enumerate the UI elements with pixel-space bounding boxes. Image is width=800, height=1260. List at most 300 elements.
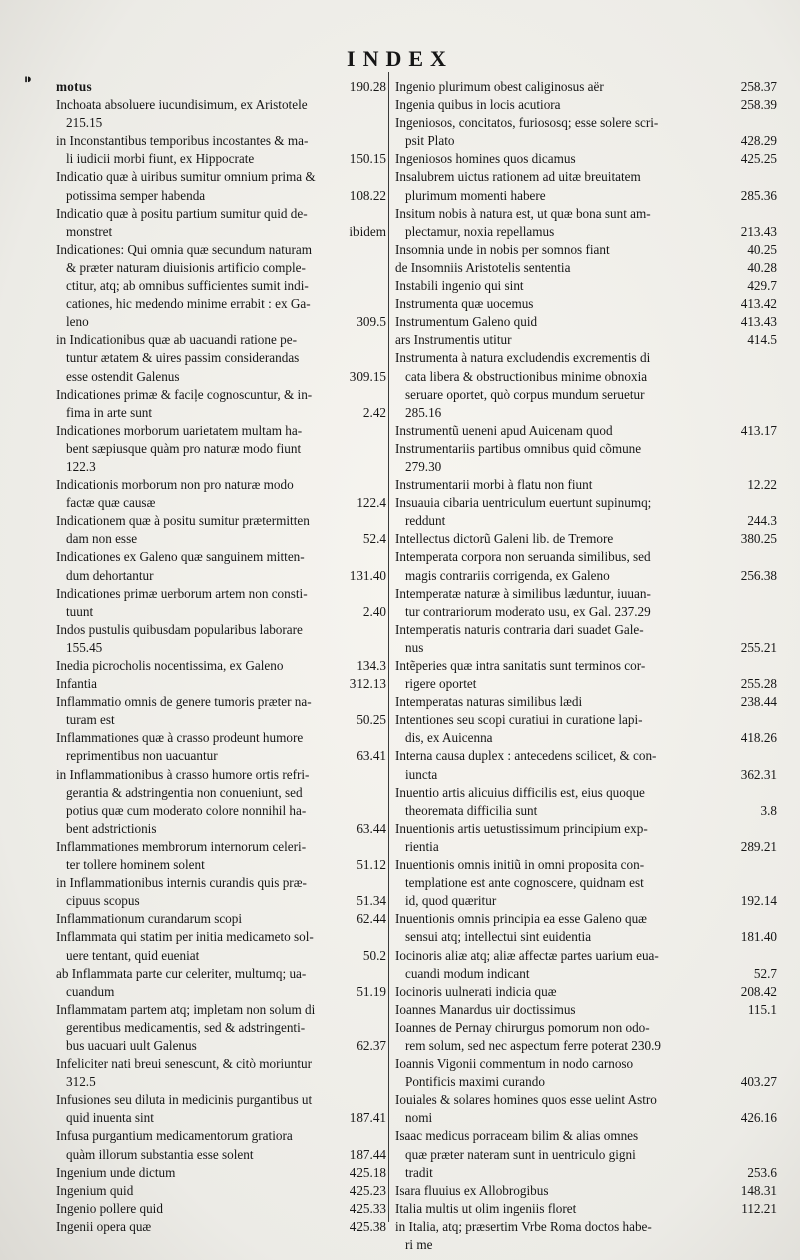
index-entry (56, 965, 386, 1001)
entry-text: 155.45 (66, 639, 103, 655)
entry-page-ref: 122.4 (356, 495, 386, 511)
entry-text: id, quod quæritur (405, 893, 497, 909)
entry-line (56, 114, 386, 132)
entry-line (395, 386, 777, 404)
index-entry (395, 78, 777, 96)
entry-text: Indicatio quæ à uiribus sumitur omnium prima & (56, 169, 316, 185)
entry-page-ref: 51.19 (356, 983, 386, 999)
entry-page-ref: 425.23 (349, 1182, 386, 1198)
entry-text: Instrumentum Galeno quid (395, 314, 538, 330)
entry-line (395, 1200, 777, 1218)
entry-page-ref: 413.42 (740, 296, 777, 312)
index-entry (56, 205, 386, 241)
entry-line (56, 928, 386, 946)
entry-text: Intellectus dictorũ Galeni lib. de Tremore (395, 531, 614, 547)
entry-text: plurimum momenti habere (405, 187, 546, 203)
entry-text: 215.15 (66, 115, 103, 131)
entry-line (56, 947, 386, 965)
entry-line (395, 711, 777, 729)
index-entry (56, 621, 386, 657)
entry-text: Intentiones seu scopi curatiui in curatione lapi- (395, 712, 643, 728)
entry-text: Intẽperies quæ intra sanitatis sunt terminos cor- (395, 658, 646, 673)
entry-line (395, 368, 777, 386)
entry-text: Indicationes ex Galeno quæ sanguinem mitten- (56, 549, 305, 565)
entry-page-ref: 255.21 (740, 639, 777, 655)
entry-text: Iocinoris aliæ atq; aliæ affectæ partes uarium eua- (395, 947, 659, 963)
entry-line (395, 838, 777, 856)
entry-line (395, 150, 777, 168)
entry-line (395, 205, 777, 223)
index-entry (395, 96, 777, 114)
entry-line (395, 675, 777, 693)
entry-text: Inflammata qui statim per initia medicameto sol- (56, 929, 314, 945)
entry-text: Inuentionis artis uetustissimum principium exp- (395, 820, 648, 836)
index-entry (56, 766, 386, 838)
entry-text: tuntur ætatem & uires passim considerandas (66, 350, 300, 366)
entry-line (56, 404, 386, 422)
entry-text: rientia (405, 838, 439, 854)
entry-line (395, 331, 777, 349)
entry-line (395, 947, 777, 965)
entry-page-ref: 2.40 (362, 603, 386, 619)
index-entry (56, 910, 386, 928)
entry-line (56, 802, 386, 820)
entry-text: 279.30 (405, 458, 442, 474)
index-entry (395, 440, 777, 476)
entry-text: uere tentant, quid eueniat (66, 947, 200, 963)
entry-page-ref: 12.22 (747, 477, 777, 493)
entry-line (56, 983, 386, 1001)
entry-text: cipuus scopus (66, 893, 140, 909)
entry-text: templatione est ante cognoscere, quidnam est (405, 875, 644, 891)
entry-text: Instrumenta à natura excludendis excrementis di (395, 350, 651, 366)
index-entry (56, 422, 386, 476)
entry-line (395, 548, 777, 566)
entry-text: & præter naturam diuisionis artificio comple- (66, 259, 306, 275)
entry-page-ref: 187.44 (349, 1146, 386, 1162)
entry-page-ref: 190.28 (349, 79, 386, 94)
entry-text: Infusa purgantium medicamentorum gratiora (56, 1128, 293, 1144)
entry-text: Intemperatæ naturæ à similibus læduntur, iuuan- (395, 585, 651, 601)
entry-text: tur contrariorum moderato usu, ex Gal. 237.29 (405, 603, 651, 619)
entry-line (395, 422, 777, 440)
index-entry (56, 874, 386, 910)
entry-text: Instrumentariis partibus omnibus quid cõmune (395, 440, 642, 456)
entry-line (395, 1182, 777, 1200)
entry-line (56, 349, 386, 367)
entry-text: Instrumentarii morbi à flatu non fiunt (395, 477, 593, 493)
index-entry (395, 747, 777, 783)
entry-line (56, 747, 386, 765)
entry-page-ref: 255.28 (740, 676, 777, 692)
entry-line (56, 96, 386, 114)
entry-line (395, 603, 777, 621)
entry-line (395, 567, 777, 585)
entry-line (395, 114, 777, 132)
entry-line (56, 331, 386, 349)
entry-line (56, 476, 386, 494)
entry-line (395, 928, 777, 946)
entry-page-ref: 52.7 (753, 965, 777, 981)
entry-text: Indicationes primæ & faciļe cognoscuntur, & in- (56, 386, 313, 402)
entry-line (395, 241, 777, 259)
index-entry (395, 1200, 777, 1218)
entry-text: magis contrariis corrigenda, ex Galeno (405, 567, 610, 583)
entry-text: reddunt (405, 513, 446, 529)
entry-text: esse ostendit Galenus (66, 368, 180, 384)
margin-mark: ⁍ (24, 72, 32, 89)
entry-text: Iouiales & solares homines quos esse uelint Astro (395, 1092, 657, 1108)
entry-line (56, 530, 386, 548)
entry-text: Ingenii opera quæ (56, 1218, 152, 1234)
entry-text: dum dehortantur (66, 567, 154, 583)
entry-page-ref: 425.25 (740, 151, 777, 167)
entry-line (395, 657, 777, 675)
index-entry (395, 856, 777, 910)
entry-line (395, 1218, 777, 1236)
entry-page-ref: 50.2 (362, 947, 386, 963)
entry-text: in Italia, atq; præsertim Vrbe Roma doctos habe- (395, 1218, 652, 1234)
entry-line (56, 675, 386, 693)
entry-text: li iudicii morbi fiunt, ex Hippocrate (66, 151, 255, 167)
entry-page-ref: 52.4 (362, 531, 386, 547)
index-entry (56, 928, 386, 964)
entry-page-ref: 256.38 (740, 567, 777, 583)
entry-line (56, 965, 386, 983)
index-entry (56, 241, 386, 331)
index-entry (395, 277, 777, 295)
entry-text: in Inflammationibus à crasso humore ortis refri- (56, 766, 310, 782)
index-entry (395, 150, 777, 168)
entry-text: Inflammatio omnis de genere tumoris præter na- (56, 694, 312, 710)
entry-text: ab Inflammata parte cur celeriter, multumq; ua- (56, 965, 307, 981)
entry-line (395, 78, 777, 96)
entry-line (56, 150, 386, 168)
entry-line (56, 1200, 386, 1218)
index-entry (395, 693, 777, 711)
index-column-left (56, 78, 386, 1236)
entry-line (395, 313, 777, 331)
entry-text: Inchoata absoluere iucundisimum, ex Aristotele (56, 97, 308, 113)
entry-line (56, 168, 386, 186)
entry-line (395, 295, 777, 313)
entry-line (56, 1055, 386, 1073)
entry-line (395, 1127, 777, 1145)
entry-text: cuandi modum indicant (405, 965, 530, 981)
index-entry (395, 657, 777, 693)
index-entry (56, 96, 386, 132)
entry-text: Inuentionis omnis principia ea esse Galeno quæ (395, 911, 647, 927)
index-entry (56, 386, 386, 422)
entry-line (56, 567, 386, 585)
index-entry (395, 548, 777, 584)
entry-line (395, 729, 777, 747)
entry-text: plectamur, noxia repellamus (405, 223, 555, 239)
entry-line (56, 1037, 386, 1055)
entry-line (56, 295, 386, 313)
entry-page-ref: 51.34 (356, 893, 386, 909)
entry-page-ref: 50.25 (356, 712, 386, 728)
entry-line (56, 1182, 386, 1200)
index-entry (56, 132, 386, 168)
page-header: INDEX (347, 46, 453, 71)
entry-page-ref: 362.31 (740, 766, 777, 782)
entry-page-ref: 187.41 (349, 1110, 386, 1126)
entry-text: Instrumentũ ueneni apud Auicenam quod (395, 422, 613, 438)
entry-line (56, 223, 386, 241)
entry-text: gerantia & adstringentia non conueniunt, sed (66, 784, 303, 800)
entry-text: Indicationes primæ uerborum artem non consti- (56, 585, 308, 601)
entry-text: theoremata difficilia sunt (405, 802, 538, 818)
entry-line (56, 1091, 386, 1109)
entry-line (395, 1055, 777, 1073)
entry-line (395, 1164, 777, 1182)
entry-line (56, 585, 386, 603)
entry-line (56, 422, 386, 440)
index-entry (395, 241, 777, 259)
entry-page-ref: 192.14 (740, 893, 777, 909)
entry-line (395, 132, 777, 150)
entry-page-ref: 181.40 (740, 929, 777, 945)
entry-page-ref: 115.1 (747, 1001, 777, 1017)
entry-text: bent sæpiusque quàm pro naturæ modo fiunt (66, 440, 302, 456)
index-entry (395, 295, 777, 313)
entry-text: ter tollere hominem solent (66, 857, 205, 873)
index-entry (395, 114, 777, 150)
index-entry (56, 1182, 386, 1200)
entry-line (56, 838, 386, 856)
entry-text: cata libera & obstructionibus minime obnoxia (405, 368, 648, 384)
entry-text: 285.16 (405, 404, 442, 420)
index-entry (56, 585, 386, 621)
entry-text: de Insomniis Aristotelis sententia (395, 259, 571, 275)
entry-text: Inflammationes membrorum internorum celeri- (56, 838, 307, 854)
entry-text: rigere oportet (405, 676, 477, 692)
entry-text: tuunt (66, 603, 94, 619)
entry-line (56, 187, 386, 205)
entry-line (395, 874, 777, 892)
entry-line (56, 241, 386, 259)
entry-text: cationes, hic medendo minime errabit : ex Ga- (66, 296, 311, 312)
index-column-right (395, 78, 777, 1254)
entry-page-ref: 3.8 (760, 802, 777, 818)
index-entry (395, 947, 777, 983)
index-entry (395, 784, 777, 820)
entry-line (395, 1091, 777, 1109)
entry-line (395, 802, 777, 820)
entry-text: monstret (66, 223, 113, 239)
index-entry (395, 313, 777, 331)
entry-text: Insitum nobis à natura est, ut quæ bona sunt am- (395, 205, 651, 221)
index-entry (395, 476, 777, 494)
entry-line (56, 1073, 386, 1091)
entry-text: Insuauia cibaria uentriculum euertunt supinumq; (395, 495, 652, 511)
index-entry (395, 422, 777, 440)
entry-line (56, 639, 386, 657)
entry-text: psit Plato (405, 133, 455, 149)
entry-line (395, 96, 777, 114)
entry-text: tradit (405, 1164, 433, 1180)
entry-page-ref: 108.22 (349, 187, 386, 203)
entry-page-ref: 289.21 (740, 838, 777, 854)
entry-line (56, 711, 386, 729)
entry-page-ref: 213.43 (740, 223, 777, 239)
entry-line (56, 856, 386, 874)
entry-text: Intemperata corpora non seruanda similibus, sed (395, 549, 651, 565)
index-entry (56, 1218, 386, 1236)
entry-line (56, 910, 386, 928)
entry-text: Insomnia unde in nobis per somnos fiant (395, 241, 610, 257)
entry-line (395, 639, 777, 657)
entry-text: Intemperatis naturis contraria dari suadet Gale- (395, 621, 644, 637)
entry-text: Insalubrem uictus rationem ad uitæ breuitatem (395, 169, 641, 185)
entry-text: reprimentibus non uacuantur (66, 748, 218, 764)
entry-text: Intemperatas naturas similibus lædi (395, 694, 583, 710)
index-entry (56, 693, 386, 729)
entry-text: Ingeniosos, concitatos, furiososq; esse solere scri- (395, 115, 659, 131)
entry-text: quæ præter nateram sunt in uentriculo gigni (405, 1146, 636, 1162)
entry-page-ref: 112.21 (741, 1200, 777, 1216)
entry-text: Isaac medicus porraceam bilim & alias omnes (395, 1128, 639, 1144)
entry-text: Ingenia quibus in locis acutiora (395, 97, 561, 113)
entry-text: Inflammationum curandarum scopi (56, 911, 243, 927)
entry-line (395, 1037, 777, 1055)
entry-line (395, 349, 777, 367)
entry-line (395, 965, 777, 983)
entry-line (395, 168, 777, 186)
entry-line (56, 729, 386, 747)
entry-text: motus (56, 79, 92, 94)
entry-line (395, 259, 777, 277)
entry-line (56, 784, 386, 802)
entry-page-ref: 51.12 (356, 857, 386, 873)
entry-text: Ioannis Vigonii commentum in nodo carnoso (395, 1056, 634, 1072)
entry-text: nomi (405, 1110, 433, 1126)
index-entry (395, 530, 777, 548)
entry-line (395, 277, 777, 295)
entry-page-ref: 426.16 (740, 1110, 777, 1126)
entry-text: dis, ex Auicenna (405, 730, 493, 746)
entry-text: Inflammationes quæ à crasso prodeunt humore (56, 730, 304, 746)
entry-page-ref: 208.42 (740, 983, 777, 999)
entry-line (395, 440, 777, 458)
entry-line (395, 1146, 777, 1164)
index-entry (395, 331, 777, 349)
entry-text: Italia multis ut olim ingeniis floret (395, 1200, 577, 1216)
index-entry (56, 1091, 386, 1127)
entry-text: leno (66, 314, 89, 330)
entry-page-ref: 309.5 (356, 314, 386, 330)
entry-line (395, 1073, 777, 1091)
index-entry (395, 1182, 777, 1200)
entry-page-ref: 253.6 (747, 1164, 777, 1180)
index-entry (395, 1019, 777, 1055)
entry-text: Infusiones seu diluta in medicinis purgantibus ut (56, 1092, 313, 1108)
entry-page-ref: 150.15 (349, 151, 386, 167)
index-entry (56, 78, 386, 96)
entry-page-ref: 258.37 (740, 79, 777, 94)
entry-text: Pontificis maximi curando (405, 1074, 545, 1090)
entry-page-ref: 40.28 (747, 259, 777, 275)
entry-line (395, 766, 777, 784)
entry-text: Ingenium quid (56, 1182, 134, 1198)
entry-page-ref: 238.44 (740, 694, 777, 710)
entry-text: quid inuenta sint (66, 1110, 154, 1126)
entry-line (395, 784, 777, 802)
entry-text: 312.5 (66, 1074, 96, 1090)
entry-line (56, 386, 386, 404)
entry-text: dam non esse (66, 531, 138, 547)
entry-page-ref: 63.44 (356, 820, 386, 836)
entry-page-ref: 413.17 (740, 422, 777, 438)
entry-text: Indicatio quæ à positu partium sumitur quid de- (56, 205, 308, 221)
entry-text: gerentibus medicamentis, sed & adstringenti- (66, 1019, 306, 1035)
entry-page-ref: 134.3 (356, 658, 386, 673)
entry-text: Infantia (56, 676, 98, 692)
entry-line (56, 494, 386, 512)
entry-page-ref: 62.37 (356, 1037, 386, 1053)
index-entry (56, 1001, 386, 1055)
index-entry (395, 205, 777, 241)
entry-page-ref: 285.36 (740, 187, 777, 203)
entry-line (56, 820, 386, 838)
entry-line (56, 766, 386, 784)
entry-line (395, 512, 777, 530)
entry-line (395, 693, 777, 711)
entry-line (56, 1218, 386, 1236)
entry-text: Ingenium unde dictum (56, 1164, 176, 1180)
entry-line (56, 1001, 386, 1019)
index-entry (56, 657, 386, 675)
entry-line (395, 820, 777, 838)
index-entry (395, 168, 777, 204)
entry-line (395, 856, 777, 874)
entry-line (56, 693, 386, 711)
entry-page-ref: 2.42 (362, 404, 386, 420)
entry-line (56, 1019, 386, 1037)
entry-line (56, 440, 386, 458)
index-entry (395, 1001, 777, 1019)
entry-text: seruare oportet, quò corpus mundum seruetur (405, 386, 645, 402)
entry-line (395, 1001, 777, 1019)
entry-text: in Inflammationibus internis curandis quis præ- (56, 875, 307, 891)
entry-text: Indicationem quæ à positu sumitur prætermitten (56, 513, 310, 529)
index-entry (56, 1200, 386, 1218)
entry-text: in Inconstantibus temporibus incostantes & ma- (56, 133, 309, 149)
index-entry (56, 675, 386, 693)
entry-text: bus uacuari uult Galenus (66, 1037, 197, 1053)
entry-text: Inuentionis omnis initiũ in omni proposita con- (395, 857, 645, 873)
entry-page-ref: 429.7 (747, 278, 777, 294)
entry-text: factæ quæ causæ (66, 495, 156, 511)
entry-line (395, 983, 777, 1001)
index-entry (395, 621, 777, 657)
entry-text: sensui atq; intellectui sint euidentia (405, 929, 592, 945)
entry-text: iuncta (405, 766, 438, 782)
entry-text: cuandum (66, 983, 115, 999)
entry-text: turam est (66, 712, 115, 728)
entry-page-ref: 425.33 (349, 1200, 386, 1216)
entry-line (56, 205, 386, 223)
entry-line (395, 585, 777, 603)
entry-text: Indos pustulis quibusdam popularibus laborare (56, 621, 303, 637)
entry-line (56, 621, 386, 639)
entry-page-ref: 428.29 (740, 133, 777, 149)
index-entry (395, 494, 777, 530)
entry-text: Ioannes Manardus uir doctissimus (395, 1001, 576, 1017)
entry-text: fima in arte sunt (66, 404, 153, 420)
entry-text: quàm illorum substantia esse solent (66, 1146, 254, 1162)
